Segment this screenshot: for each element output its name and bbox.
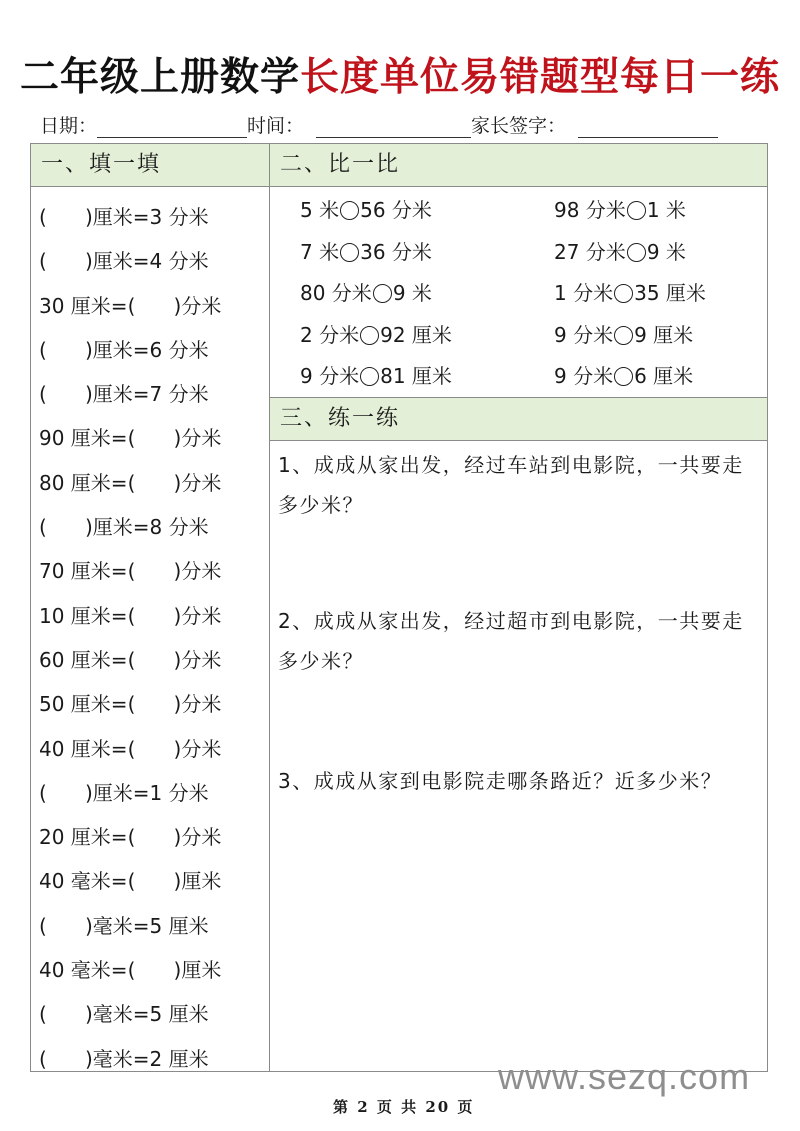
fill-in-item[interactable]: 20 厘米=( )分米 [39, 825, 222, 850]
fill-in-item[interactable]: 10 厘米=( )分米 [39, 603, 222, 628]
fill-in-item[interactable]: 40 厘米=( )分米 [39, 736, 222, 761]
title-topic: 长度单位易错题型每日一练 [300, 54, 781, 100]
title-grade-subject: 二年级上册数学 [19, 54, 300, 100]
time-field[interactable] [316, 115, 471, 138]
compare-circle-blank[interactable] [340, 243, 359, 262]
compare-left: 2 分米 [300, 322, 360, 347]
fill-in-item[interactable]: ( )厘米=8 分米 [39, 515, 209, 540]
fill-in-item[interactable]: ( )毫米=5 厘米 [39, 913, 209, 938]
compare-left: 98 分米 [554, 198, 626, 222]
compare-left: 9 分米 [554, 322, 614, 347]
compare-circle-blank[interactable] [627, 201, 646, 220]
compare-item [300, 273, 554, 315]
compare-circle-blank[interactable] [340, 201, 359, 220]
compare-circle-blank[interactable] [614, 367, 633, 386]
fill-in-item[interactable]: 80 厘米=( )分米 [39, 470, 222, 495]
section-fill-in-header: 一、填一填 [31, 144, 269, 187]
right-column [270, 144, 767, 1071]
compare-right: 9 厘米 [634, 322, 694, 347]
fill-in-item[interactable]: 30 厘米=( )分米 [39, 293, 222, 318]
compare-right: 35 厘米 [634, 281, 706, 305]
fill-in-item[interactable]: ( )毫米=2 厘米 [39, 1046, 209, 1071]
time-label: 时间： [247, 115, 305, 137]
compare-item [300, 356, 554, 398]
compare-right: 1 米 [646, 198, 686, 222]
info-fields [40, 108, 765, 138]
section-fill-in [31, 144, 270, 1071]
section-practice [270, 397, 767, 801]
compare-item [554, 190, 767, 232]
fill-in-list [31, 187, 269, 1081]
compare-item [554, 273, 767, 315]
compare-right: 92 厘米 [380, 322, 452, 347]
compare-right: 56 分米 [360, 198, 432, 222]
compare-item [300, 315, 554, 357]
fill-in-item[interactable]: ( )厘米=6 分米 [39, 337, 209, 362]
practice-question-2: 2、成成从家出发，经过超市到电影院，一共要走多少米？ [278, 609, 744, 673]
fill-in-item[interactable]: ( )毫米=5 厘米 [39, 1002, 209, 1027]
compare-left: 80 分米 [300, 281, 372, 305]
worksheet-title [0, 46, 800, 102]
fill-in-item[interactable]: ( )厘米=3 分米 [39, 205, 209, 229]
compare-left: 9 分米 [300, 364, 360, 388]
fill-in-item[interactable]: ( )厘米=1 分米 [39, 780, 209, 805]
section-practice-header: 三、练一练 [270, 398, 767, 441]
fill-in-item[interactable]: ( )厘米=4 分米 [39, 249, 209, 274]
compare-right: 9 米 [392, 281, 432, 305]
compare-left: 5 米 [300, 198, 340, 222]
compare-item [554, 232, 767, 274]
compare-right: 81 厘米 [380, 364, 452, 388]
compare-circle-blank[interactable] [614, 326, 633, 345]
fill-in-item[interactable]: 60 厘米=( )分米 [39, 647, 222, 672]
compare-item [300, 190, 554, 232]
parent-signature-label: 家长签字： [471, 115, 567, 137]
compare-item [554, 315, 767, 357]
compare-list [270, 187, 767, 397]
worksheet-table [30, 143, 768, 1072]
date-label: 日期： [40, 115, 98, 137]
fill-in-item[interactable]: 50 厘米=( )分米 [39, 692, 222, 717]
parent-signature-field[interactable] [578, 115, 718, 138]
compare-item [300, 232, 554, 274]
compare-circle-blank[interactable] [373, 284, 392, 303]
compare-item [554, 356, 767, 398]
compare-left: 7 米 [300, 239, 340, 264]
compare-right: 9 米 [646, 239, 686, 264]
fill-in-item[interactable]: 40 毫米=( )厘米 [39, 869, 222, 894]
page-number: 第 2 页 共 20 页 [333, 1098, 475, 1116]
compare-circle-blank[interactable] [627, 243, 646, 262]
practice-question-3: 3、成成从家到电影院走哪条路近？近多少米？ [278, 769, 723, 793]
section-compare-header: 二、比一比 [270, 144, 767, 187]
compare-circle-blank[interactable] [360, 326, 379, 345]
date-field[interactable] [97, 115, 247, 138]
fill-in-item[interactable]: 90 厘米=( )分米 [39, 426, 222, 451]
fill-in-item[interactable]: ( )厘米=7 分米 [39, 382, 209, 407]
practice-question-1: 1、成成从家出发，经过车站到电影院，一共要走多少米？ [278, 453, 744, 517]
compare-right: 36 分米 [360, 239, 432, 264]
compare-left: 27 分米 [554, 239, 626, 264]
compare-right: 6 厘米 [634, 364, 694, 388]
fill-in-item[interactable]: 40 毫米=( )厘米 [39, 958, 222, 983]
compare-circle-blank[interactable] [614, 284, 633, 303]
fill-in-item[interactable]: 70 厘米=( )分米 [39, 559, 222, 584]
watermark-text: www.sezq.com [498, 1056, 751, 1097]
compare-circle-blank[interactable] [360, 367, 379, 386]
compare-left: 1 分米 [554, 281, 614, 305]
compare-left: 9 分米 [554, 364, 614, 388]
